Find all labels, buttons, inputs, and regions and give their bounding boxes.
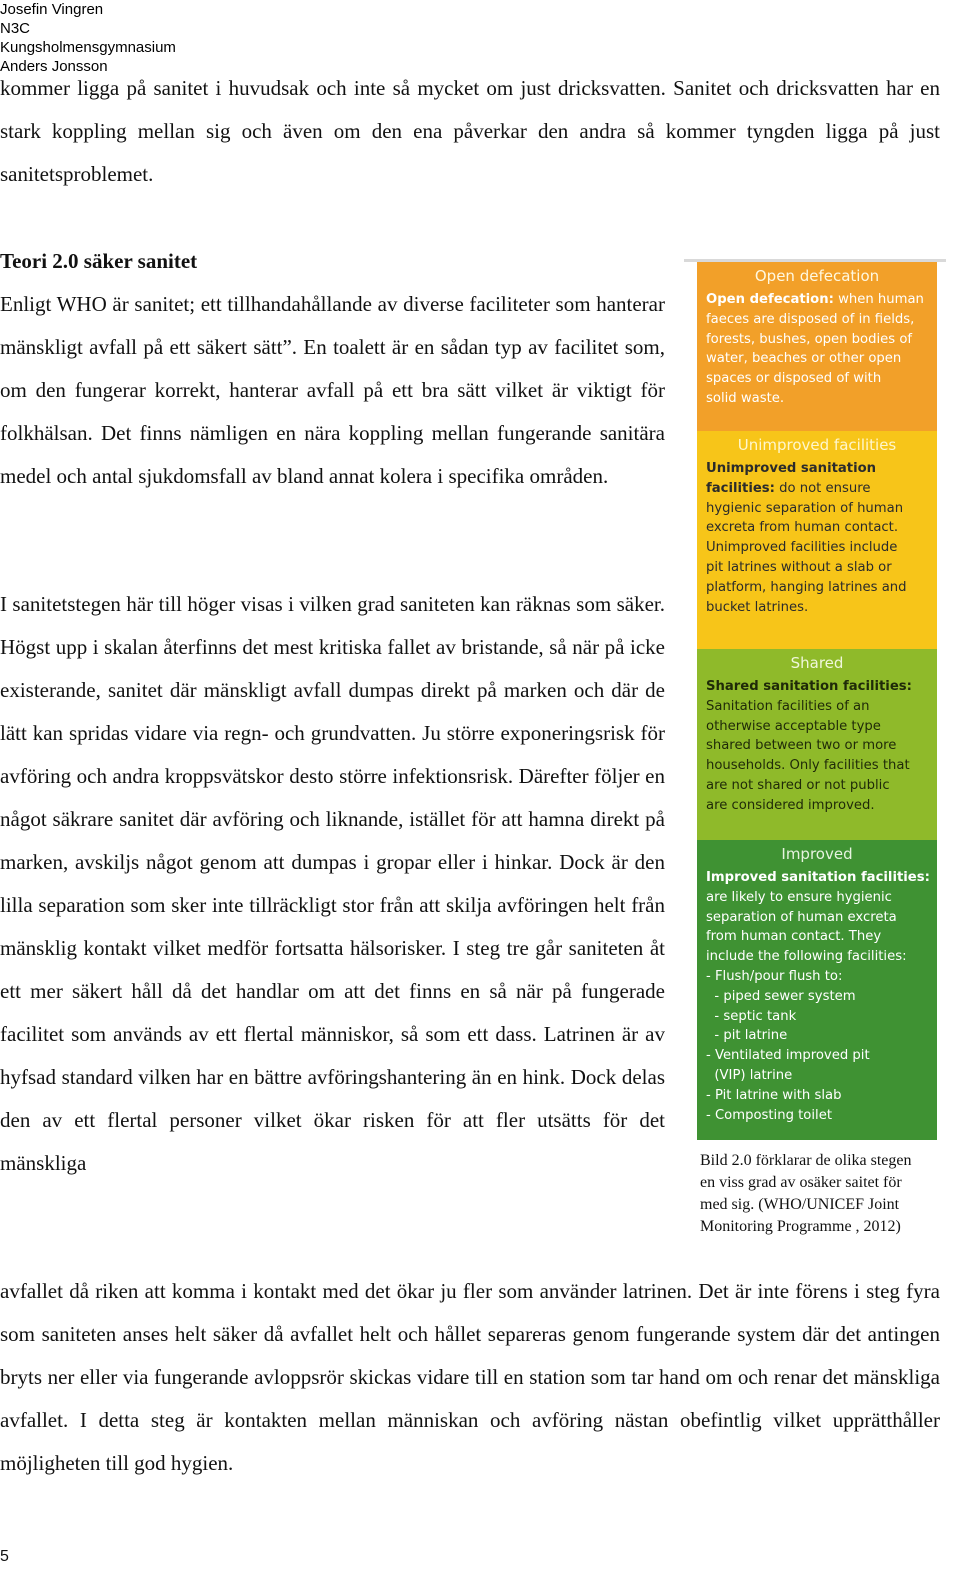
figure-caption: Bild 2.0 förklarar de olika stegen en viss grad av osäker saitet för med sig. (WHO/UNICEF Joint Monitoring Programme , 2012) xyxy=(700,1152,912,1235)
ladder-step-title: Improved xyxy=(781,845,853,863)
theory-paragraph-3: avfallet då riken att komma i kontakt med det ökar ju fler som använder latrinen. Det är inte förens i steg fyra som saniteten anses helt säker då avfallet helt och hållet separeras genom fungerande system där det antingen bryts ner eller via fungerande avloppsrör skickas vidare till en station som tar hand om och renar det mänskliga avfallet. I detta steg är kontakten mellan människan och avföring nästan obefintlig vilket upprätthåller möjligheten till god hygien. xyxy=(0,1279,940,1475)
page-header xyxy=(0,0,176,76)
page-number: 5 xyxy=(0,1548,9,1565)
ladder-step-description: Open defecation: when human faeces are disposed of in fields, forests, bushes, open bodies of water, beaches or other open spaces or disposed of with solid waste. xyxy=(706,292,924,406)
ladder-step-improved xyxy=(697,840,937,1140)
ladder-step-shared xyxy=(697,649,937,840)
class-name: N3C xyxy=(0,20,31,37)
ladder-step-open-defecation xyxy=(697,262,937,431)
ladder-step-description: Shared sanitation facilities: Sanitation facilities of an otherwise acceptable type shared between two or more households. Only facilities that are not shared or not public are considered improved. xyxy=(706,679,912,813)
ladder-step-description: Improved sanitation facilities: are likely to ensure hygienic separation of human excreta from human contact. They include the following facilities: - Flush/pour flush to: - piped sewer system - septic tank - pit latrine - Ventilated improved pit (VIP) latrine - Pit latrine with slab - Composting toilet xyxy=(706,870,930,1123)
teacher-name: Anders Jonsson xyxy=(0,58,108,75)
theory-paragraph-1: Enligt WHO är sanitet; ett tillhandahållande av diverse faciliteter som hanterar mänskligt avfall på ett säkert sätt”. En toalett är en sådan typ av facilitet som, om den fungerar korrekt, hanterar avfall på ett bra sätt vilket är viktigt för folkhälsan. Det finns nämligen en nära koppling mellan fungerande sanitära medel och antal sjukdomsfall av bland annat kolera i specifika områden. xyxy=(0,292,665,488)
sanitation-ladder-figure xyxy=(697,262,937,1140)
ladder-step-title: Open defecation xyxy=(754,267,880,285)
ladder-step-title: Unimproved facilities xyxy=(737,436,897,454)
school-name: Kungsholmensgymnasium xyxy=(0,39,176,56)
ladder-step-title: Shared xyxy=(790,654,844,672)
theory-paragraph-2: I sanitetstegen här till höger visas i vilken grad saniteten kan räknas som säker. Högst upp i skalan återfinns det mest kritiska fallet av bristande, så när på icke existerande, sanitet där mänskligt avfall dumpas direkt på marken och där de lätt kan spridas vidare via regn- och grundvatten. Ju större exponeringsrisk för avföring och andra kroppsvätskor desto större infektionsrisk. Därefter följer en något säkrare sanitet där avföring och liknande, istället för att hamna direkt på marken, avskiljs något genom att dumpas i gropar eller i hinkar. Dock är den lilla separation som sker inte tillräckligt stor från att skilja avföringen helt från mänsklig kontakt vilket medför fortsatta hälsorisker. I steg tre går saniteten åt ett mer säkert håll då det handlar om att det finns en så när på fungerade facilitet som används av ett flertal människor, så som ett dass. Latrinen är av hyfsad standard vilken har en bättre avföringshantering än en hink. Dock delas den av ett flertal personer vilket ökar risken för att fler utsätts för det mänskliga xyxy=(0,592,665,1175)
intro-paragraph: kommer ligga på sanitet i huvudsak och inte så mycket om just dricksvatten. Sanitet och dricksvatten har en stark koppling mellan sig och även om den ena påverkar den andra så kommer tyngden ligga på just sanitetsproblemet. xyxy=(0,76,940,186)
ladder-step-description: Unimproved sanitation facilities: do not ensure hygienic separation of human excreta from human contact. Unimproved facilities include pit latrines without a slab or platform, hanging latrines and bucket latrines. xyxy=(706,461,907,615)
section-heading: Teori 2.0 säker sanitet xyxy=(0,249,198,273)
author-name: Josefin Vingren xyxy=(0,1,104,18)
ladder-step-unimproved xyxy=(697,431,937,649)
